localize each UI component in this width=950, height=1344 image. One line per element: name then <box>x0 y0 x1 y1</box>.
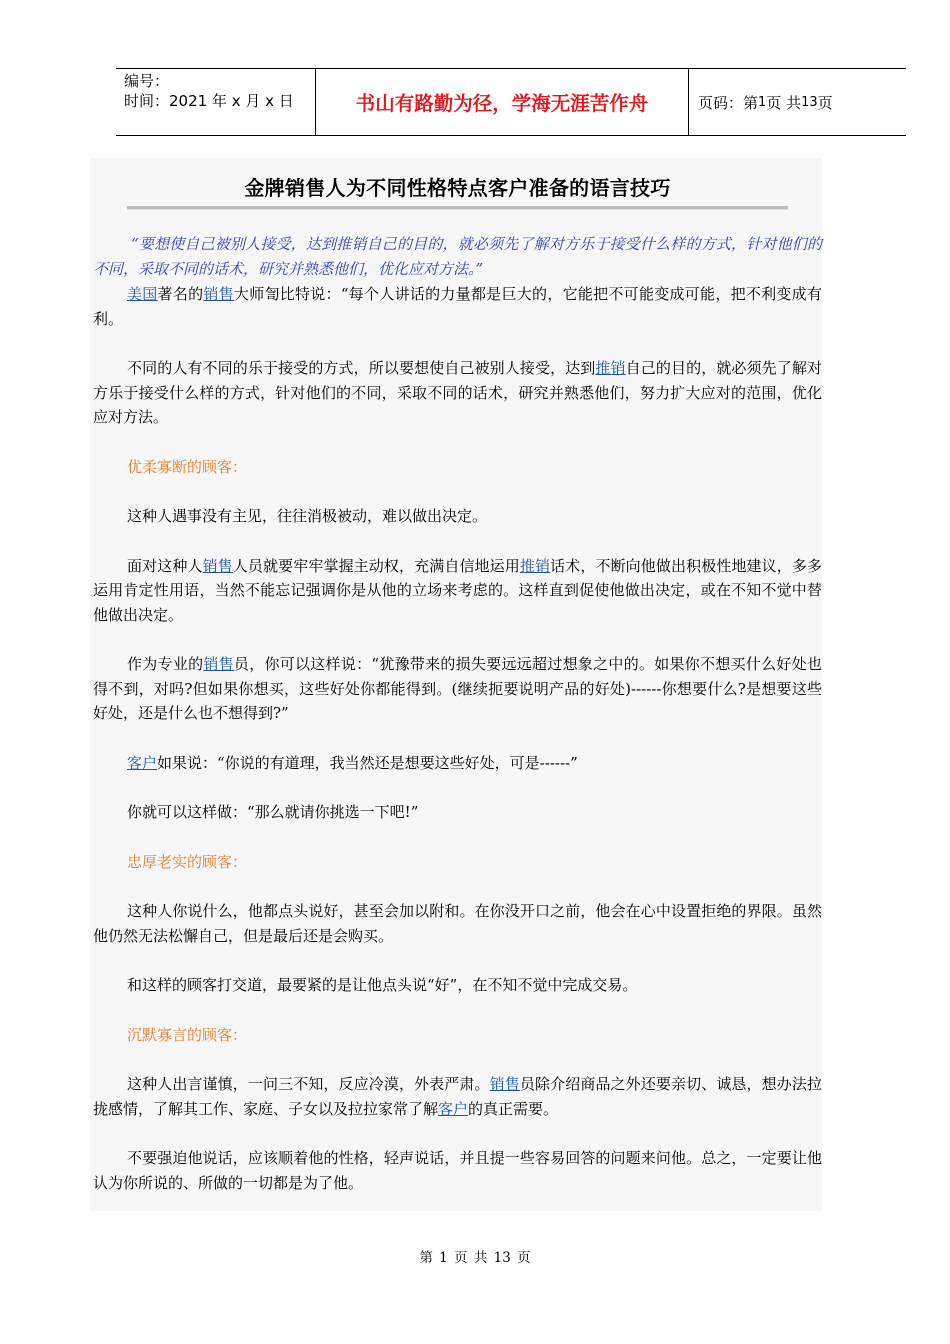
lead-quote: “要想使自己被别人接受，达到推销自己的目的，就必须先了解对方乐于接受什么样的方式，针对他们的不同，采取不同的话术，研究并熟悉他们，优化应对方法。” <box>93 235 822 278</box>
link-sales[interactable]: 销售 <box>203 655 234 673</box>
article-body <box>90 158 822 1211</box>
page-label-post: 页 <box>817 93 833 112</box>
page-label-pre: 页码：第 <box>698 93 759 112</box>
link-promotion[interactable]: 推销 <box>595 359 626 377</box>
link-customer[interactable]: 客户 <box>127 753 158 772</box>
header-meta <box>116 69 316 135</box>
article-title: 金牌销售人为不同性格特点客户准备的语言技巧 <box>244 176 671 200</box>
link-sales[interactable]: 销售 <box>489 1075 520 1093</box>
paragraph-11: 不要强迫他说话，应该顺着他的性格，轻声说话，并且提一些容易回答的问题来问他。总之，一定要让他认为你所说的、所做的一切都是为了他。 <box>93 1149 822 1192</box>
number-label: 编号： <box>124 72 170 90</box>
link-promotion[interactable]: 推销 <box>519 556 551 575</box>
time-line: 时间：2021 年 x 月 x 日 <box>124 92 294 110</box>
paragraph-3: 这种人遇事没有主见，往往消极被动，难以做出决定。 <box>127 507 488 525</box>
paragraph-10: 这种人出言谨慎，一问三不知，反应冷漠，外表严肃。销售员除介绍商品之外还要亲切、诚恳，想办法拉拢感情，了解其工作、家庭、子女以及拉拉家常了解客户的真正需要。 <box>93 1075 822 1118</box>
paragraph-5: 作为专业的销售员，你可以这样说：“犹豫带来的损失要远远超过想象之中的。如果你不想买什么好处也得不到，对吗?但如果你想买，这些好处你都能得到。(继续扼要说明产品的好处)------你想要什么?是想要这些好处，还是什么也不想得到?” <box>93 655 822 722</box>
page-label-mid: 页 共 <box>766 93 802 112</box>
header-page-number <box>689 69 906 135</box>
paragraph-1: 美国著名的销售大师訇比特说：“每个人讲话的力量都是巨大的，它能把不可能变成可能，把不利变成有利。 <box>93 285 822 328</box>
paragraph-7: 你就可以这样做：“那么就请你挑选一下吧!” <box>127 803 419 821</box>
title-divider <box>127 206 788 210</box>
section-heading-silent: 沉默寡言的顾客： <box>127 1025 248 1044</box>
paragraph-4: 面对这种人销售人员就要牢牢掌握主动权，充满自信地运用推销话术，不断向他做出积极性地建议，多多运用肯定性用语，当然不能忘记强调你是从他的立场来考虑的。这样直到促使他做出决定，或在不知不觉中替他做出决定。 <box>93 556 822 624</box>
paragraph-6: 客户如果说：“你说的有道理，我当然还是想要这些好处，可是------” <box>127 753 578 772</box>
page-current: 1 <box>758 94 767 110</box>
page-footer: 第 1 页 共 13 页 <box>419 1250 531 1266</box>
paragraph-8: 这种人你说什么，他都点头说好，甚至会加以附和。在你没开口之前，他会在心中设置拒绝的界限。虽然他仍然无法松懈自己，但是最后还是会购买。 <box>93 902 822 945</box>
page-header <box>116 68 906 136</box>
link-sales[interactable]: 销售 <box>202 556 233 575</box>
paragraph-9: 和这样的顾客打交道，最要紧的是让他点头说“好”，在不知不觉中完成交易。 <box>127 976 638 994</box>
page-total: 13 <box>801 94 818 110</box>
link-usa[interactable]: 美国 <box>127 285 158 303</box>
link-customer[interactable]: 客户 <box>438 1099 469 1118</box>
section-heading-indecisive: 优柔寡断的顾客： <box>127 457 248 476</box>
link-sales[interactable]: 销售 <box>203 285 234 303</box>
paragraph-2: 不同的人有不同的乐于接受的方式，所以要想使自己被别人接受，达到推销自己的目的，就必须先了解对方乐于接受什么样的方式，针对他们的不同，采取不同的话术，研究并熟悉他们，努力扩大应对的范围，优化应对方法。 <box>93 359 822 426</box>
header-motto: 书山有路勤为径，学海无涯苦作舟 <box>316 69 689 135</box>
section-heading-honest: 忠厚老实的顾客： <box>127 852 248 871</box>
